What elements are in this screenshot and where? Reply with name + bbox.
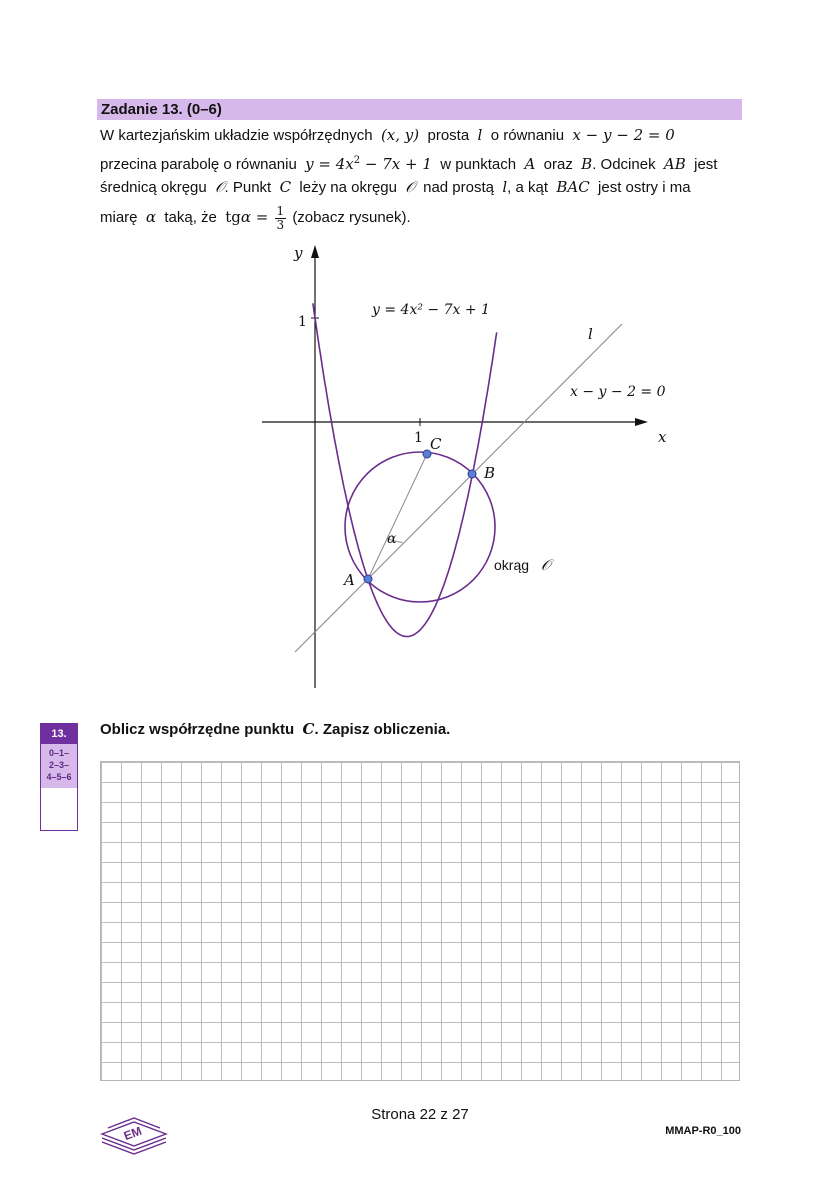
point-b-dot: [468, 470, 476, 478]
statement-line-3: średnicą okręgu 𝒪. Punkt C leży na okręgu 𝒪 nad prostą l, a kąt BAC jest ostry i ma: [100, 178, 691, 196]
x-axis-label: x: [658, 428, 667, 446]
x-axis-arrow: [635, 418, 648, 426]
task-title: Zadanie 13. (0–6): [101, 101, 222, 118]
line-equation-label: x − y − 2 = 0: [570, 384, 666, 400]
score-entry-field[interactable]: [41, 788, 77, 830]
fraction-one-third: $\frac{1}{3}$: [276, 203, 285, 232]
x-tick-label-1: 1: [414, 430, 423, 446]
circle-label-symbol: 𝒪: [541, 556, 551, 574]
point-a-label: A: [344, 571, 355, 589]
circle-label-word: okrąg: [494, 557, 530, 573]
page-number: Strona 22 z 27: [371, 1106, 469, 1123]
parabola-label: y = 4x² − 7x + 1: [372, 302, 490, 318]
statement-line-1: W kartezjańskim układzie współrzędnych (x, y) prosta l o równaniu x − y − 2 = 0: [100, 126, 675, 144]
score-box: [40, 723, 78, 831]
score-points: 0–1– 2–3– 4–5–6: [41, 744, 77, 788]
logo-text: EM: [121, 1123, 144, 1144]
statement-line-2: przecina parabolę o równaniu $y = 4x^2 - 7x + 1$ w punktach A oraz B. Odcinek AB jest: [100, 155, 718, 173]
score-task-number: 13.: [41, 724, 77, 744]
point-c-label: C: [430, 435, 442, 453]
statement-line-4: miarę α taką, że tgα = $\frac{1}{3}$ (zobacz rysunek).: [100, 203, 411, 232]
point-a-dot: [364, 575, 372, 583]
y-axis-arrow: [311, 245, 319, 258]
angle-label: α: [387, 531, 397, 547]
line-name-label: l: [588, 325, 593, 343]
document-code: MMAP-R0_100: [665, 1125, 741, 1137]
segment-ac: [368, 454, 427, 579]
answer-grid[interactable]: [100, 761, 740, 1081]
y-tick-label-1: 1: [298, 314, 307, 330]
point-b-label: B: [484, 464, 496, 482]
y-axis-label: y: [294, 244, 303, 262]
question-text: Oblicz współrzędne punktu C. Zapisz obliczenia.: [100, 720, 451, 738]
